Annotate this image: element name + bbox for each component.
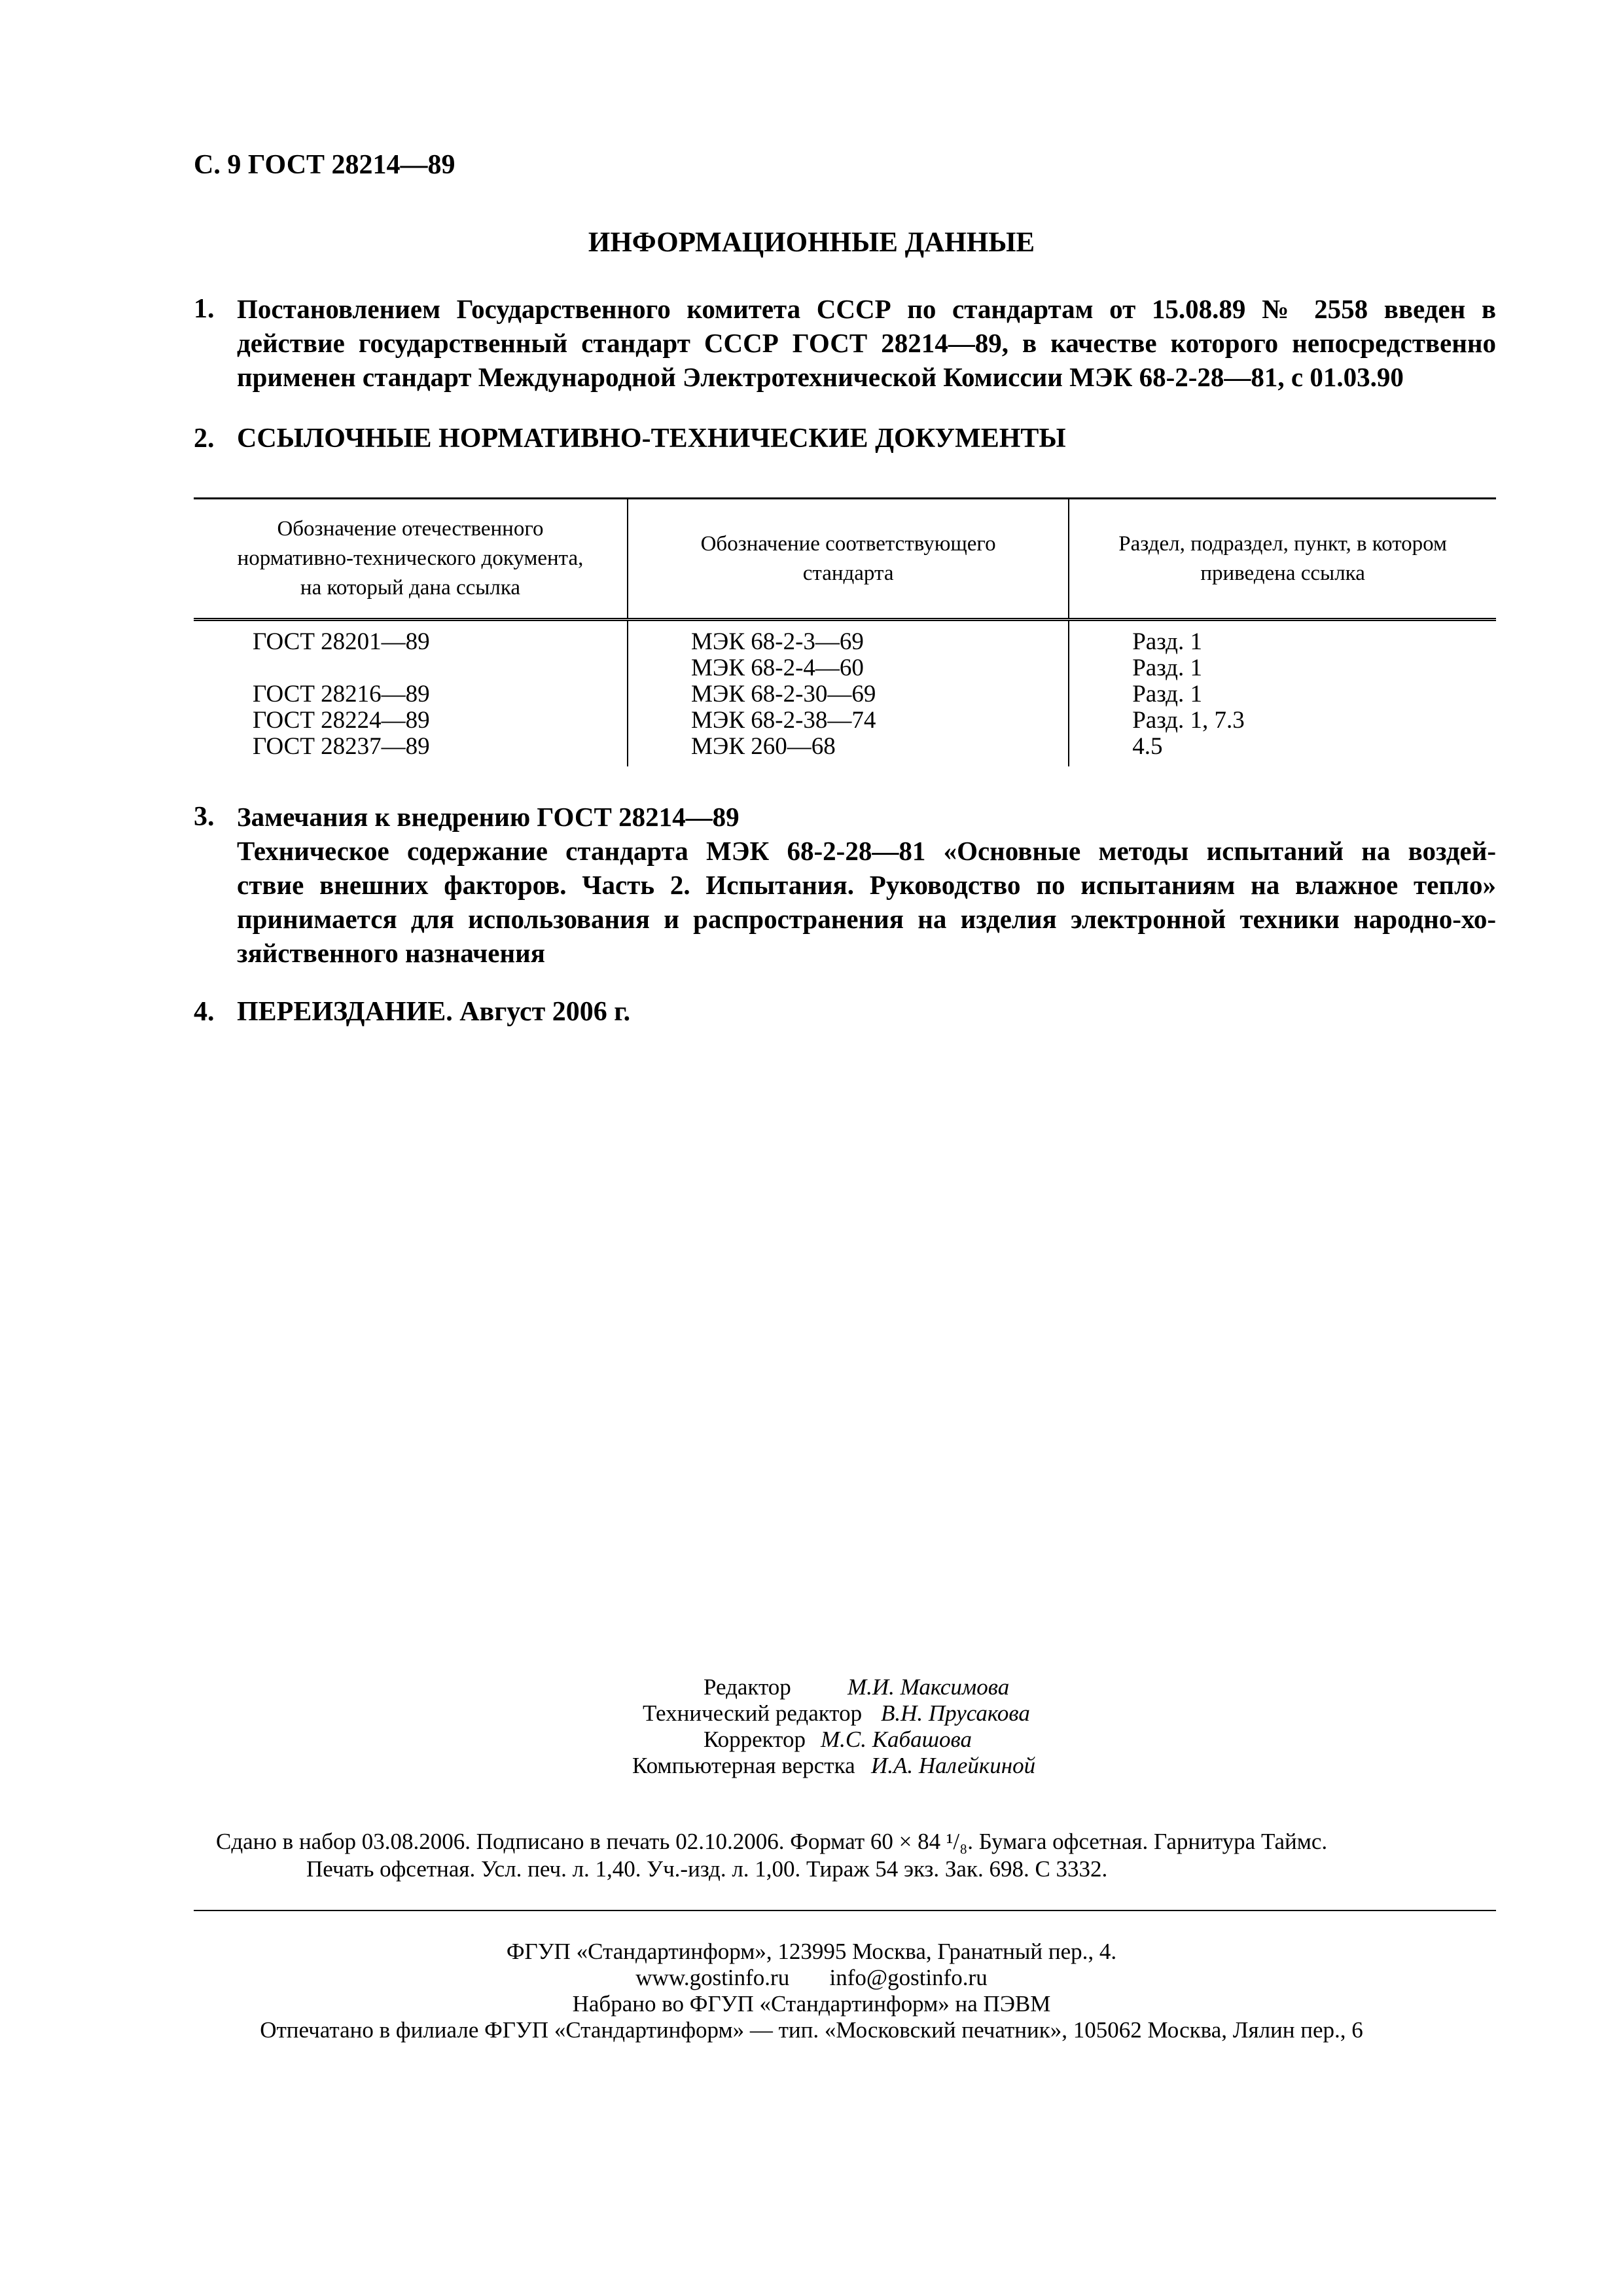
item-3-number: 3. [194, 802, 215, 832]
table-cell: 4.5 [1132, 733, 1163, 760]
item-3-text [237, 800, 1496, 970]
credit-label: Технический редактор [643, 1700, 863, 1726]
credit-name: В.Н. Прусакова [881, 1700, 1030, 1726]
header-col3-line2: приведена ссылка [1200, 561, 1365, 585]
table-cell: МЭК 68-2-38—74 [691, 707, 876, 734]
footer-line-1: ФГУП «Стандартинформ», 123995 Москва, Гранатный пер., 4. [506, 1939, 1117, 1964]
header-col3-line1: Раздел, подраздел, пункт, в котором [1118, 531, 1447, 556]
credit-row [0, 1674, 1623, 1700]
table-col2-cell [628, 620, 1069, 767]
imprint-line-1: Сдано в набор 03.08.2006. Подписано в печать 02.10.2006. Формат 60 × 84 ¹/₈. Бумага офсетная. Гарнитура Таймс. [216, 1829, 1328, 1854]
table-cell [253, 655, 627, 681]
table-cell: МЭК 68-2-3—69 [691, 628, 864, 655]
item-3-line-4: зяйственного назначения [237, 938, 545, 968]
table-cell: ГОСТ 28201—89 [253, 628, 430, 655]
credit-name: М.С. Кабашова [821, 1727, 972, 1752]
publisher-footer [0, 1939, 1623, 2043]
table-cell: МЭК 68-2-4—60 [691, 655, 864, 681]
footer-line-3: Набрано во ФГУП «Стандартинформ» на ПЭВМ [572, 1991, 1051, 2017]
credit-label: Корректор [704, 1727, 806, 1752]
table-cell: Разд. 1 [1132, 655, 1202, 681]
item-1-line-1: Постановлением Государственного комитета СССР по стандартам от 15.08.89 № 2558 введен в [237, 294, 1496, 324]
table-cell: ГОСТ 28216—89 [253, 681, 430, 708]
table-header-col2 [628, 499, 1069, 620]
item-1-line-2: действие государственный стандарт СССР ГОСТ 28214—89, в качестве которого непосредственно [237, 328, 1496, 358]
header-col1-line2: нормативно-технического документа, [237, 547, 584, 570]
credit-name: И.А. Налейкиной [871, 1753, 1036, 1778]
footer-line-4: Отпечатано в филиале ФГУП «Стандартинформ» — тип. «Московский печатник», 105062 Москва, Лялин пер., 6 [260, 2017, 1363, 2043]
item-1-number: 1. [194, 294, 215, 324]
header-col2-line2: стандарта [802, 561, 894, 585]
table-cell: МЭК 68-2-30—69 [691, 681, 876, 708]
table-cell: Разд. 1 [1132, 628, 1202, 655]
table-col3-cell [1069, 620, 1496, 767]
reference-table [194, 497, 1496, 766]
item-4-number: 4. [194, 997, 215, 1027]
footer-divider [194, 1910, 1496, 1911]
credit-row [0, 1753, 1623, 1779]
footer-line-2: www.gostinfo.ru info@gostinfo.ru [635, 1965, 988, 1990]
table-cell: Разд. 1, 7.3 [1132, 707, 1245, 734]
table-header-row [194, 499, 1496, 620]
item-3-line-1: Техническое содержание стандарта МЭК 68-2-28—81 «Основные методы испытаний на воздей- [237, 836, 1496, 866]
item-3-line-3: принимается для использования и распространения на изделия электронной техники народно-хо- [237, 904, 1496, 934]
table-cell: ГОСТ 28224—89 [253, 707, 430, 734]
item-1-text [237, 292, 1496, 394]
item-3-heading: Замечания к внедрению ГОСТ 28214—89 [237, 802, 740, 832]
table-body-row [194, 620, 1496, 767]
page-title: ИНФОРМАЦИОННЫЕ ДАННЫЕ [588, 227, 1035, 258]
item-2-number: 2. [194, 423, 215, 454]
credit-row [0, 1727, 1623, 1753]
credit-name: М.И. Максимова [847, 1674, 1010, 1700]
page-header: С. 9 ГОСТ 28214—89 [194, 150, 455, 180]
credits-block [0, 1674, 1623, 1779]
item-3-line-2: ствие внешних факторов. Часть 2. Испытания. Руководство по испытаниям на влажное тепло» [237, 870, 1496, 900]
table-cell: Разд. 1 [1132, 681, 1202, 708]
imprint-line-2: Печать офсетная. Усл. печ. л. 1,40. Уч.-изд. л. 1,00. Тираж 54 экз. Зак. 698. С 3332. [306, 1856, 1108, 1882]
credit-label: Редактор [704, 1674, 791, 1700]
header-col1-line1: Обозначение отечественного [277, 517, 544, 541]
table-header-col3 [1069, 499, 1496, 620]
item-1-line-3: применен стандарт Международной Электротехнической Комиссии МЭК 68-2-28—81, с 01.03.90 [237, 362, 1404, 392]
table-header-col1 [194, 499, 628, 620]
item-2-heading: ССЫЛОЧНЫЕ НОРМАТИВНО-ТЕХНИЧЕСКИЕ ДОКУМЕНТЫ [237, 423, 1066, 454]
header-col2-line1: Обозначение соответствующего [700, 531, 996, 556]
credit-label: Компьютерная верстка [632, 1753, 855, 1778]
header-col1-line3: на который дана ссылка [300, 576, 521, 600]
credit-row [0, 1700, 1623, 1727]
table-cell: МЭК 260—68 [691, 733, 836, 760]
item-4-text: ПЕРЕИЗДАНИЕ. Август 2006 г. [237, 997, 631, 1027]
table-col1-cell [194, 620, 628, 767]
table-cell: ГОСТ 28237—89 [253, 733, 430, 760]
